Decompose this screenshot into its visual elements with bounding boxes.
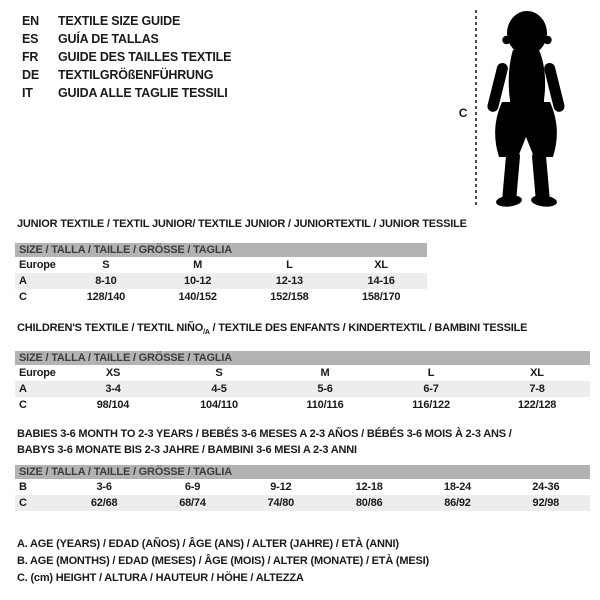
babies-heading-line1: BABIES 3-6 MONTH TO 2-3 YEARS / BEBÉS 3-6 MESES A 2-3 AÑOS / BÉBÉS 3-6 MOIS À 2-3 ANS / (17, 428, 512, 440)
table-row (15, 273, 427, 289)
size-band-row (15, 243, 427, 257)
value-cell: 6-7 (378, 381, 484, 397)
region-label: Europe (19, 259, 56, 271)
row-label: B (19, 481, 27, 493)
value-cell: 6-9 (184, 481, 201, 493)
children-size-table (15, 351, 590, 413)
language-title: GUIDE DES TAILLES TEXTILE (58, 50, 232, 64)
babies-heading-line2: BABYS 3-6 MONATE BIS 2-3 JAHRE / BAMBINI 3-6 MESI A 2-3 ANNI (17, 444, 357, 456)
value-cell: 18-24 (443, 481, 472, 493)
value-cell: 92/98 (502, 495, 590, 511)
size-band-row (15, 351, 590, 365)
size-cell: S (215, 367, 223, 380)
value-cell: 10-12 (152, 273, 244, 289)
value-cell: 5-6 (272, 381, 378, 397)
size-band-label: SIZE / TALLA / TAILLE / GRÖSSE / TAGLIA (15, 243, 427, 257)
value-cell: 12-18 (355, 481, 383, 493)
language-title: GUIDA ALLE TAGLIE TESSILI (58, 86, 228, 100)
language-code: EN (22, 14, 39, 28)
table-row (15, 289, 427, 305)
children-heading-text: CHILDREN'S TEXTILE / TEXTIL NIÑO (17, 322, 204, 334)
row-label: A (15, 381, 60, 397)
row-label: C (19, 399, 27, 412)
value-cell: 62/68 (60, 495, 148, 511)
size-cell: S (102, 259, 110, 271)
junior-heading: JUNIOR TEXTILE / TEXTIL JUNIOR/ TEXTILE JUNIOR / JUNIORTEXTIL / JUNIOR TESSILE (17, 218, 467, 230)
table-row (15, 257, 427, 273)
row-label: C (15, 495, 60, 511)
value-cell: 128/140 (86, 291, 126, 303)
value-cell: 80/86 (325, 495, 413, 511)
size-band-row (15, 465, 590, 479)
size-cell: XL (530, 367, 544, 380)
table-row (15, 365, 590, 381)
children-heading (17, 322, 590, 339)
value-cell: 140/152 (178, 291, 217, 303)
table-row (15, 495, 590, 511)
section-babies (15, 426, 590, 511)
value-cell: 12-13 (244, 273, 336, 289)
language-code: IT (22, 86, 33, 100)
children-heading-subscript: /A (203, 329, 210, 337)
row-label: A (15, 273, 60, 289)
value-cell: 8-10 (60, 273, 152, 289)
row-label: C (19, 291, 27, 303)
section-junior (15, 218, 467, 305)
size-cell: L (286, 259, 293, 271)
size-cell: M (320, 367, 330, 380)
value-cell: 104/110 (200, 399, 238, 412)
value-cell: 98/104 (96, 399, 130, 412)
value-cell: 68/74 (148, 495, 236, 511)
size-cell: L (427, 367, 435, 380)
footnotes (17, 536, 429, 587)
table-row (15, 381, 590, 397)
value-cell: 7-8 (484, 381, 590, 397)
size-band-label: SIZE / TALLA / TAILLE / GRÖSSE / TAGLIA (15, 465, 590, 479)
value-cell: 3-6 (96, 481, 112, 493)
language-row (22, 12, 231, 30)
language-code: FR (22, 50, 39, 64)
footnote-b: B. AGE (MONTHS) / EDAD (MESES) / ÂGE (MOIS) / ALTER (MONATE) / ETÀ (MESI) (17, 555, 429, 567)
babies-size-table (15, 465, 590, 511)
value-cell: 110/116 (306, 399, 344, 412)
height-figure (450, 8, 600, 210)
footnote-a: A. AGE (YEARS) / EDAD (AÑOS) / ÂGE (ANS) / ALTER (JAHRE) / ETÀ (ANNI) (17, 538, 399, 550)
baby-silhouette-icon (486, 8, 566, 208)
language-code: DE (22, 68, 39, 82)
language-row (22, 30, 231, 48)
language-code: ES (22, 32, 39, 46)
measure-label-c: C (458, 106, 468, 120)
value-cell: 86/92 (413, 495, 501, 511)
table-row (15, 479, 590, 495)
size-cell: XL (374, 259, 388, 271)
size-band-label: SIZE / TALLA / TAILLE / GRÖSSE / TAGLIA (15, 351, 590, 365)
language-title: TEXTILE SIZE GUIDE (58, 14, 181, 28)
value-cell: 158/170 (361, 291, 401, 303)
region-label: Europe (19, 367, 56, 380)
babies-heading (17, 426, 590, 458)
language-title: GUÍA DE TALLAS (58, 32, 159, 46)
value-cell: 14-16 (335, 273, 427, 289)
value-cell: 3-4 (60, 381, 166, 397)
value-cell: 9-12 (270, 481, 292, 493)
value-cell: 24-36 (532, 481, 560, 493)
value-cell: 122/128 (517, 399, 557, 412)
section-children (15, 322, 590, 413)
height-measure-line (475, 10, 477, 208)
language-row (22, 66, 231, 84)
value-cell: 152/158 (270, 291, 309, 303)
table-row (15, 397, 590, 413)
size-cell: M (193, 259, 203, 271)
value-cell: 4-5 (166, 381, 272, 397)
size-cell: XS (105, 367, 121, 380)
children-heading-text: / TEXTILE DES ENFANTS / KINDERTEXTIL / BAMBINI TESSILE (209, 322, 528, 334)
language-row (22, 48, 231, 66)
language-row (22, 84, 231, 102)
junior-size-table (15, 243, 427, 305)
footnote-c: C. (cm) HEIGHT / ALTURA / HAUTEUR / HÖHE / ALTEZZA (17, 572, 304, 584)
value-cell: 74/80 (237, 495, 325, 511)
value-cell: 116/122 (412, 399, 450, 412)
language-title: TEXTILGRÖßENFÜHRUNG (58, 68, 214, 82)
language-list (22, 12, 231, 102)
